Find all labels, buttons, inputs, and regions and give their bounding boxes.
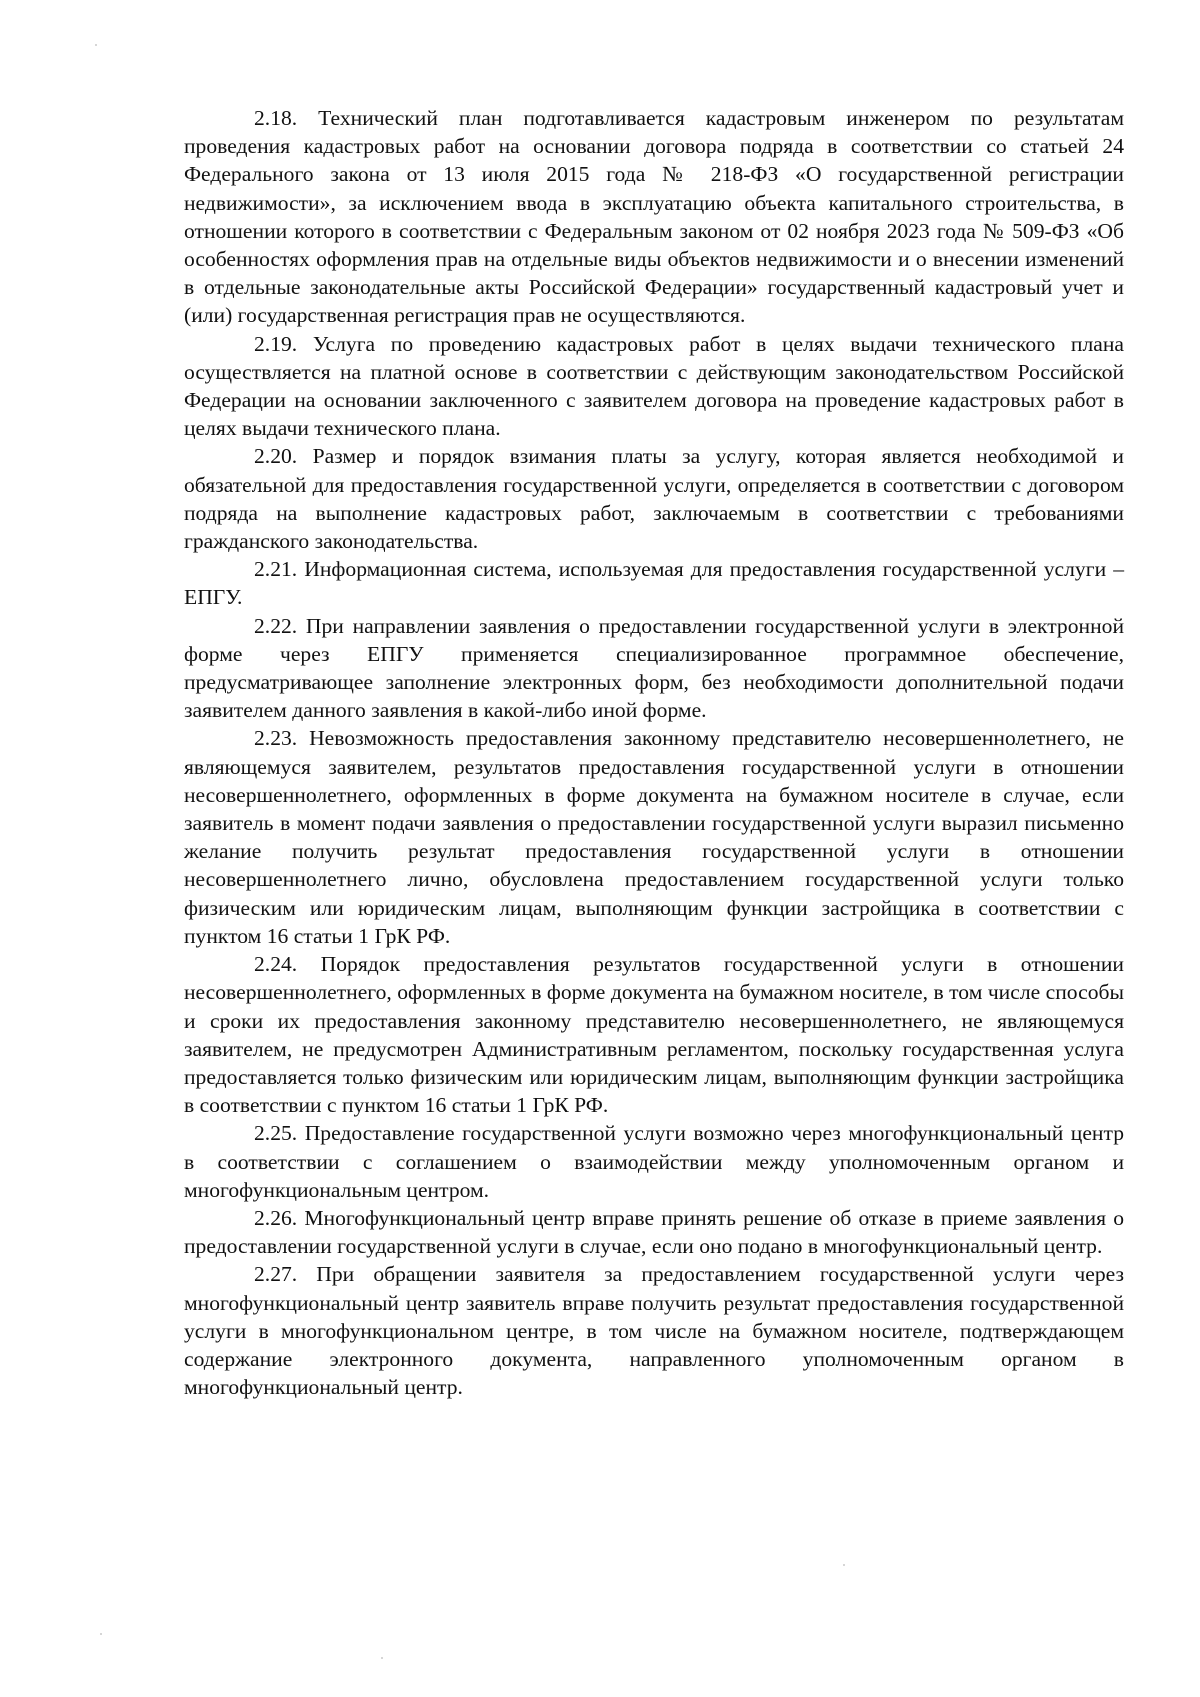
scan-speck: [843, 1564, 845, 1566]
scan-speck: [100, 1633, 102, 1635]
scan-speck: [381, 1657, 383, 1659]
paragraph-2-18: 2.18. Технический план подготавливается кадастровым инженером по результатам проведения кадастровых работ на основании договора подряда в соответствии со статьей 24 Федерального закона от 13 июля 2015 года № 218-ФЗ «О государственной регистрации недвижимости», за исключением ввода в эксплуатацию объекта капитального строительства, в отношении которого в соответствии с Федеральным законом от 02 ноября 2023 года № 509-ФЗ «Об особенностях оформления прав на отдельные виды объектов недвижимости и о внесении изменений в отдельные законодательные акты Российской Федерации» государственный кадастровый учет и (или) государственная регистрация прав не осуществляются.: [184, 106, 1124, 328]
paragraph-2-27: 2.27. При обращении заявителя за предоставлением государственной услуги через многофункциональный центр заявитель вправе получить результат предоставления государственной услуги в многофункциональном центре, в том числе на бумажном носителе, подтверждающем содержание электронного документа, направленного уполномоченным органом в многофункциональный центр.: [184, 1262, 1124, 1400]
paragraph-2-24: 2.24. Порядок предоставления результатов государственной услуги в отношении несовершеннолетнего, оформленных в форме документа на бумажном носителе, в том числе способы и сроки их предоставления законному представителю несовершеннолетнего, не являющемуся заявителем, не предусмотрен Административным регламентом, поскольку государственная услуга предоставляется только физическим или юридическим лицам, выполняющим функции застройщика в соответствии с пунктом 16 статьи 1 ГрК РФ.: [184, 952, 1124, 1118]
paragraph-2-19: 2.19. Услуга по проведению кадастровых работ в целях выдачи технического плана осуществляется на платной основе в соответствии с действующим законодательством Российской Федерации на основании заключенного с заявителем договора на проведение кадастровых работ в целях выдачи технического плана.: [184, 331, 1124, 441]
paragraph-2-21: 2.21. Информационная система, используемая для предоставления государственной услуги – ЕПГУ.: [184, 557, 1124, 610]
document-body: [184, 104, 1124, 1401]
paragraph-2-23: 2.23. Невозможность предоставления законному представителю несовершеннолетнего, не являющемуся заявителем, результатов предоставления государственной услуги в отношении несовершеннолетнего, оформленных в форме документа на бумажном носителе в случае, если заявитель в момент подачи заявления о предоставлении государственной услуги выразил письменно желание получить результат предоставления государственной услуги в отношении несовершеннолетнего лично, обусловлена предоставлением государственной услуги только физическим или юридическим лицам, выполняющим функции застройщика в соответствии с пунктом 16 статьи 1 ГрК РФ.: [184, 726, 1124, 948]
paragraph-2-25: 2.25. Предоставление государственной услуги возможно через многофункциональный центр в соответствии с соглашением о взаимодействии между уполномоченным органом и многофункциональным центром.: [184, 1121, 1124, 1202]
paragraph-2-20: 2.20. Размер и порядок взимания платы за услугу, которая является необходимой и обязательной для предоставления государственной услуги, определяется в соответствии с договором подряда на выполнение кадастровых работ, заключаемым в соответствии с требованиями гражданского законодательства.: [184, 444, 1124, 554]
paragraph-2-22: 2.22. При направлении заявления о предоставлении государственной услуги в электронной форме через ЕПГУ применяется специализированное программное обеспечение, предусматривающее заполнение электронных форм, без необходимости дополнительной подачи заявителем данного заявления в какой-либо иной форме.: [184, 613, 1124, 723]
paragraph-2-26: 2.26. Многофункциональный центр вправе принять решение об отказе в приеме заявления о предоставлении государственной услуги в случае, если оно подано в многофункциональный центр.: [184, 1205, 1124, 1259]
scan-speck: [95, 44, 97, 46]
